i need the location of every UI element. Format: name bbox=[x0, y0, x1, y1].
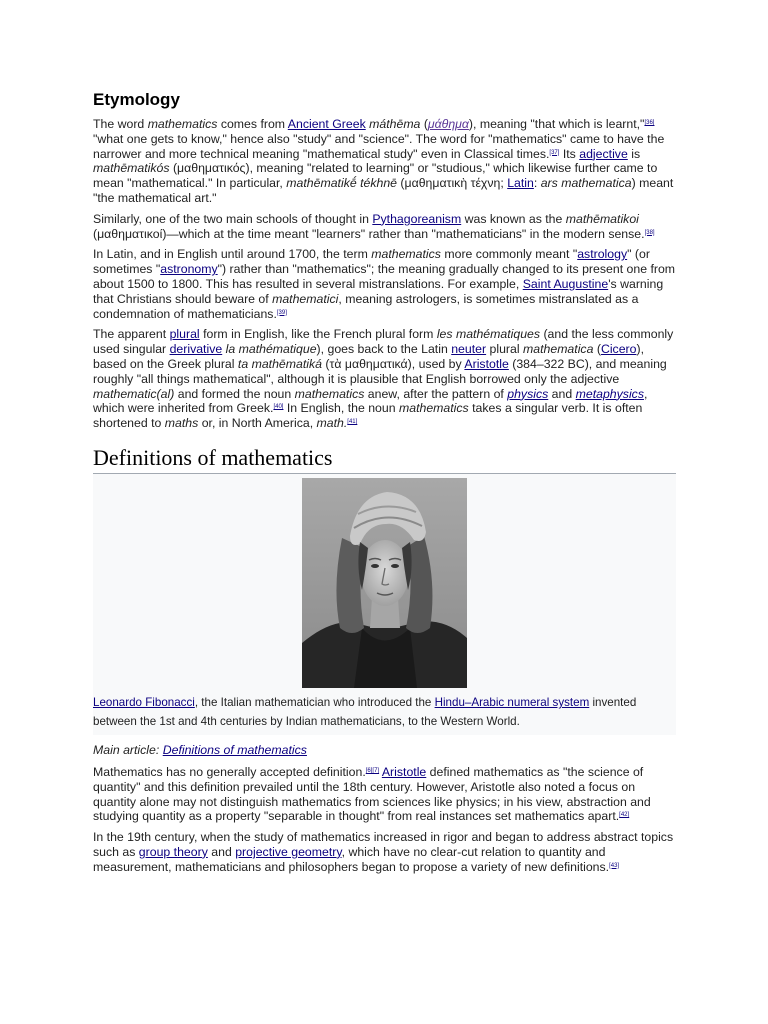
italic-term: math. bbox=[316, 416, 348, 431]
fibonacci-figure bbox=[93, 474, 676, 735]
text-run: ") rather than "mathematics"; the meaning gradually changed to its present one from about 1500 to 1800. This has resulted in several mistranslations. For example, bbox=[93, 262, 676, 291]
text-run: "what one gets to know," hence also "study" and "science". The word for "mathematics" came to have the narrower and more technical meaning "mathematical study" even in Classical times. bbox=[93, 131, 665, 161]
article-content bbox=[93, 90, 676, 881]
main-article-hatnote bbox=[93, 743, 676, 757]
wiki-link[interactable]: astrology bbox=[577, 247, 628, 262]
text-run: In Latin, and in English until around 1700, the term bbox=[93, 247, 372, 262]
etymology-paragraph-1 bbox=[93, 117, 676, 206]
text-run: ), based on the Greek plural bbox=[93, 342, 644, 371]
wiki-link[interactable]: Hindu–Arabic numeral system bbox=[434, 695, 590, 709]
italic-term: ars mathematica bbox=[540, 176, 632, 191]
citation-reference[interactable]: [41] bbox=[347, 419, 358, 426]
text-run: and bbox=[548, 386, 576, 401]
wiki-link[interactable]: group theory bbox=[138, 844, 208, 859]
wiki-link[interactable]: Aristotle bbox=[464, 356, 509, 371]
text-run: ( bbox=[593, 342, 601, 357]
text-run: was known as the bbox=[461, 211, 566, 226]
text-run: ) meant "the mathematical art." bbox=[93, 176, 674, 205]
text-run: Its bbox=[559, 146, 580, 161]
wiki-link[interactable]: plural bbox=[169, 327, 200, 342]
text-run: invented between the 1st and 4th centuries by Indian mathematicians, to the Western World. bbox=[93, 695, 637, 728]
text-run: ), goes back to the Latin bbox=[316, 342, 452, 357]
text-run: plural bbox=[486, 342, 524, 357]
wiki-link[interactable]: astronomy bbox=[160, 262, 218, 277]
fibonacci-portrait-image[interactable] bbox=[302, 478, 467, 688]
text-run: defined mathematics as "the science of quantity" and this definition prevailed until the 18th century. However, Aristotle also noted a focus on quantity alone may not distinguish mathematics from sciences like physics; in his view, abstraction and studying quantity as a property "separable in thought" from real instances set mathematics apart. bbox=[93, 764, 651, 824]
text-run: ( bbox=[420, 117, 428, 131]
etymology-paragraph-4 bbox=[93, 327, 676, 431]
wiki-link[interactable]: Saint Augustine bbox=[522, 276, 609, 291]
italic-term: mathēmatikḗ tékhnē bbox=[286, 176, 398, 191]
italic-term: mathematics bbox=[294, 386, 365, 401]
italic-term: mathēmatikós bbox=[93, 161, 170, 176]
text-run: " (or sometimes " bbox=[93, 247, 650, 277]
italic-term: mathematics bbox=[371, 247, 441, 262]
italic-term: la mathématique bbox=[225, 342, 317, 357]
wiki-link[interactable]: projective geometry bbox=[235, 844, 342, 859]
text-run: and formed the noun bbox=[174, 386, 295, 401]
text-run: comes from bbox=[217, 117, 288, 131]
italic-term: ta mathēmatiká bbox=[237, 356, 322, 371]
hatnote-main-article-link[interactable]: Definitions of mathematics bbox=[162, 742, 307, 757]
definitions-heading: Definitions of mathematics bbox=[93, 445, 676, 474]
hatnote-prefix: Main article: bbox=[93, 742, 163, 757]
text-run: 's warning that Christians should beware of bbox=[93, 276, 664, 306]
italic-term: les mathématiques bbox=[436, 327, 541, 342]
italic-term: maths bbox=[164, 416, 199, 431]
text-run: Mathematics has no generally accepted definition. bbox=[93, 764, 366, 779]
text-run: takes a singular verb. It is often shortened to bbox=[93, 401, 643, 431]
italic-term: mathēmatikoi bbox=[565, 211, 639, 226]
italic-term: mathematic(al) bbox=[93, 386, 175, 401]
etymology-paragraph-3 bbox=[93, 247, 676, 321]
text-run: or, in North America, bbox=[198, 416, 317, 431]
text-run: : bbox=[533, 176, 541, 191]
text-run: is bbox=[627, 146, 641, 161]
text-run: (μαθηματικὴ τέχνη; bbox=[397, 176, 508, 191]
text-run: more commonly meant " bbox=[440, 247, 578, 262]
citation-reference[interactable]: [40] bbox=[273, 404, 284, 411]
wiki-link[interactable]: Aristotle bbox=[381, 764, 427, 779]
citation-reference[interactable]: [38] bbox=[644, 229, 655, 236]
text-run: , meaning astrologers, is sometimes mistranslated as a condemnation of mathematicians. bbox=[93, 291, 639, 321]
wiki-link[interactable]: Leonardo Fibonacci bbox=[93, 695, 195, 709]
italic-term: mathematics bbox=[399, 401, 469, 416]
wiki-link[interactable]: adjective bbox=[579, 146, 628, 161]
italic-term: mathematica bbox=[523, 342, 594, 357]
text-run: anew, after the pattern of bbox=[364, 386, 508, 401]
text-run: (τὰ μαθηματικά), used by bbox=[322, 356, 465, 371]
italic-term: mathematics bbox=[147, 117, 218, 131]
citation-reference[interactable]: [6][7] bbox=[365, 767, 380, 774]
text-run: , which were inherited from Greek. bbox=[93, 386, 648, 416]
wiki-link[interactable]: Latin bbox=[507, 176, 534, 191]
definitions-paragraph-1 bbox=[93, 765, 676, 824]
wiki-link[interactable]: derivative bbox=[169, 342, 223, 357]
text-run: In English, the noun bbox=[283, 401, 399, 416]
figure-caption bbox=[93, 693, 676, 731]
wiki-link-italic[interactable]: metaphysics bbox=[575, 386, 644, 401]
text-run: (μαθηματικοί)—which at the time meant "learners" rather than "mathematicians" in the modern sense. bbox=[93, 226, 645, 241]
citation-reference[interactable]: [39] bbox=[276, 309, 287, 316]
text-run: , which have no clear-cut relation to quantity and measurement, mathematicians and philosophers began to propose a variety of new definitions. bbox=[93, 844, 610, 874]
wiki-link[interactable]: Pythagoreanism bbox=[372, 211, 462, 226]
text-run: and bbox=[207, 844, 236, 859]
citation-reference[interactable]: [37] bbox=[549, 149, 560, 156]
etymology-heading: Etymology bbox=[93, 90, 180, 109]
text-run: The apparent bbox=[93, 327, 170, 342]
wiki-link[interactable]: Ancient Greek bbox=[287, 117, 366, 131]
wiki-link[interactable]: Cicero bbox=[600, 342, 637, 357]
wiki-link-visited[interactable]: μάθημα bbox=[427, 117, 469, 131]
citation-reference[interactable]: [43] bbox=[609, 862, 620, 869]
italic-term: máthēma bbox=[369, 117, 421, 131]
text-run: (μαθηματικός), meaning "related to learning" or "studious," which likewise further came to mean "mathematical." In particular, bbox=[93, 161, 658, 191]
text-run: , the Italian mathematician who introduced the bbox=[194, 695, 435, 709]
citation-reference[interactable]: [42] bbox=[619, 812, 630, 819]
text-run: form in English, like the French plural form bbox=[199, 327, 437, 342]
text-run: In the 19th century, when the study of mathematics increased in rigor and began to address abstract topics such as bbox=[93, 830, 674, 859]
definitions-paragraph-2 bbox=[93, 830, 676, 874]
text-run: The word bbox=[93, 117, 148, 131]
text-run: (384–322 BC), and meaning roughly "all things mathematical", although it is plausible that English borrowed only the adjective bbox=[93, 356, 667, 386]
wiki-link[interactable]: neuter bbox=[451, 342, 487, 357]
citation-reference[interactable]: [36] bbox=[644, 120, 655, 126]
italic-term: mathematici bbox=[272, 291, 339, 306]
etymology-paragraph-2 bbox=[93, 212, 676, 242]
wiki-link-italic[interactable]: physics bbox=[507, 386, 549, 401]
text-run: ), meaning "that which is learnt," bbox=[468, 117, 645, 131]
text-run: Similarly, one of the two main schools of thought in bbox=[93, 211, 373, 226]
text-run: (and the less commonly used singular bbox=[93, 327, 674, 357]
